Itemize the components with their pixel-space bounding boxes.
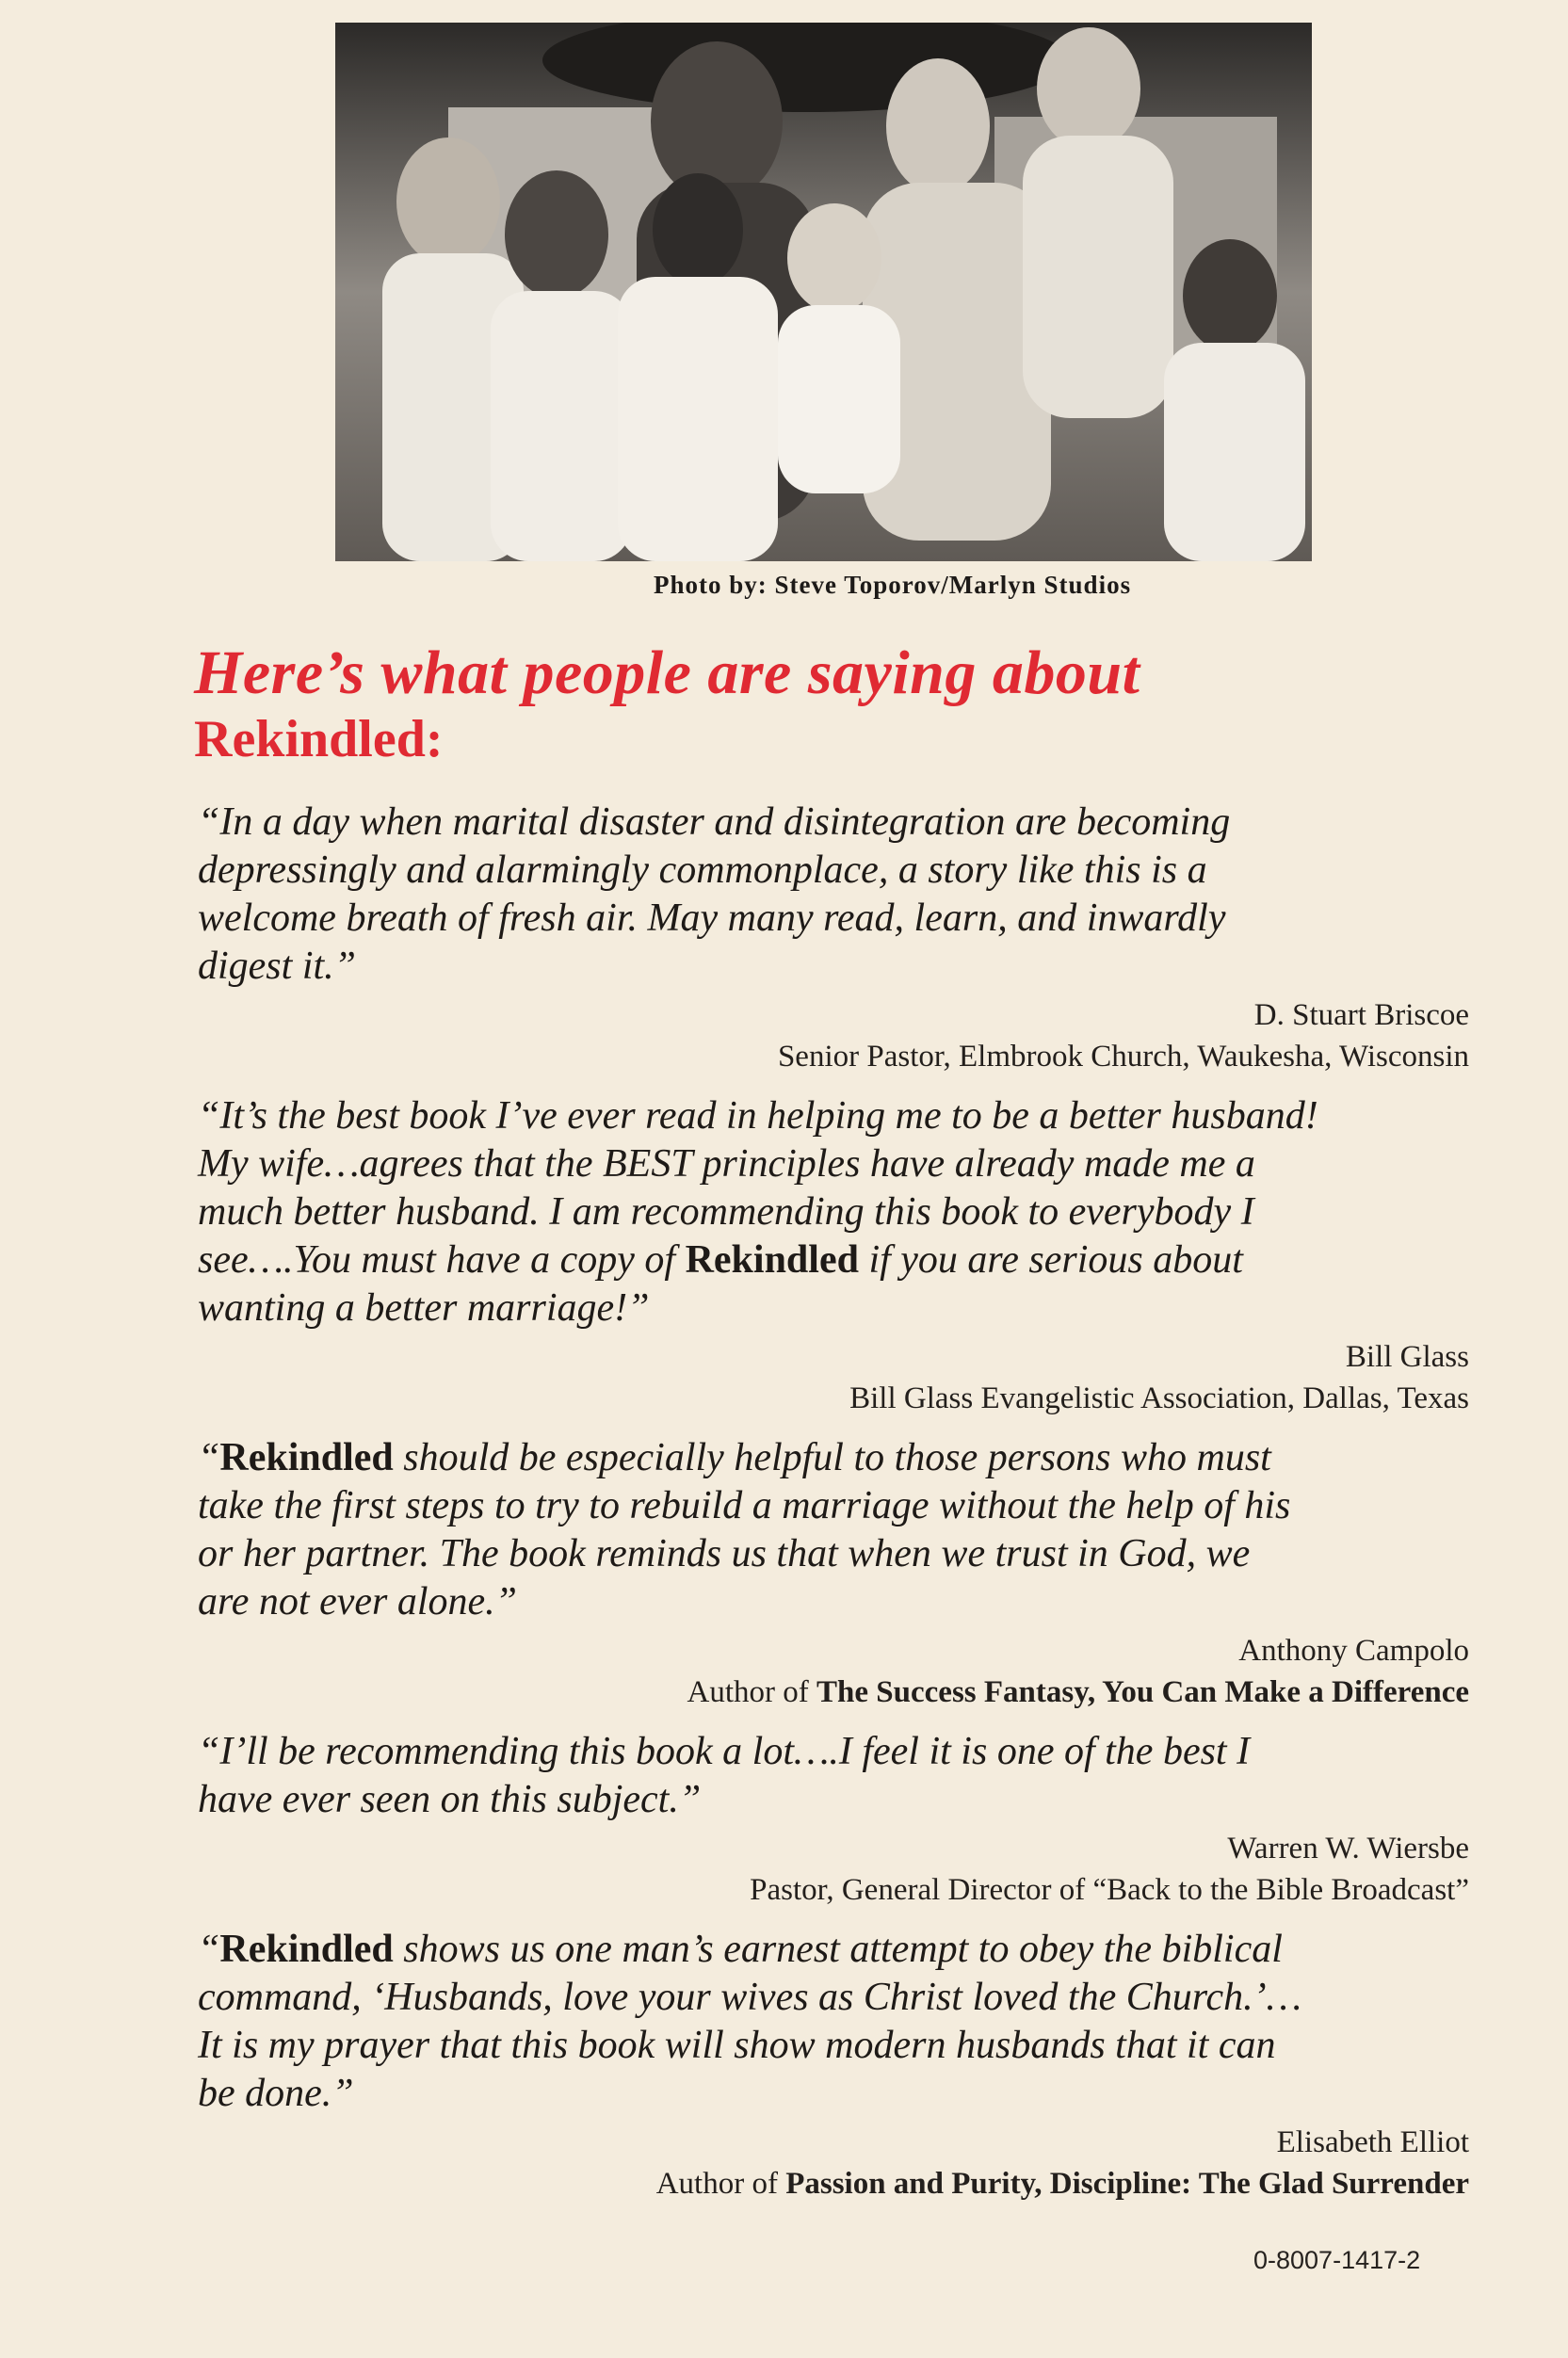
attribution-role: Bill Glass Evangelistic Association, Dallas, Texas <box>849 1381 1469 1415</box>
quote-attribution <box>198 994 1469 1077</box>
quote-line: “In a day when marital disaster and disintegration are becoming <box>198 800 1231 844</box>
attribution-name: Bill Glass <box>1345 1340 1469 1374</box>
quote-attribution <box>198 1828 1469 1911</box>
quote-line: be done.” <box>198 2072 354 2115</box>
attribution-books: The Success Fantasy, You Can Make a Difference <box>816 1675 1469 1709</box>
quote-line: wanting a better marriage!” <box>198 1286 650 1330</box>
attribution-role <box>198 1672 1469 1713</box>
quote-line: welcome breath of fresh air. May many read, learn, and inwardly <box>198 896 1226 940</box>
quote-line: or her partner. The book reminds us that when we trust in God, we <box>198 1532 1251 1575</box>
attribution-prefix: Author of <box>655 2167 778 2201</box>
quote-line: digest it.” <box>198 945 357 988</box>
quote-text <box>198 1728 1469 1824</box>
quote-line: My wife…agrees that the BEST principles have already made me a <box>198 1142 1255 1186</box>
attribution-role: Senior Pastor, Elmbrook Church, Waukesha, Wisconsin <box>777 1040 1469 1074</box>
quote-text <box>198 1926 1469 2118</box>
photo-credit: Photo by: Steve Toporov/Marlyn Studios <box>654 571 1132 599</box>
heading-line-2: Rekindled: <box>194 709 444 768</box>
quote-line: are not ever alone.” <box>198 1580 518 1623</box>
book-title-rekindled: Rekindled <box>219 1928 394 1971</box>
quote-line: depressingly and alarmingly commonplace, a story like this is a <box>198 848 1207 892</box>
quote-line: take the first steps to try to rebuild a marriage without the help of his <box>198 1484 1291 1527</box>
quote-attribution <box>198 1630 1469 1713</box>
quote-text <box>198 1434 1469 1626</box>
testimonial-briscoe <box>198 799 1469 1077</box>
testimonial-glass <box>198 1092 1469 1419</box>
heading-line-1: Here’s what people are saying about <box>194 638 1140 707</box>
family-photo-icon <box>335 23 1312 561</box>
quote-line: if you are serious about <box>868 1238 1243 1282</box>
book-title-rekindled: Rekindled <box>219 1436 394 1479</box>
quote-line: command, ‘Husbands, love your wives as Christ loved the Church.’… <box>198 1976 1301 2019</box>
attribution-role <box>198 2163 1469 2205</box>
quote-line: should be especially helpful to those persons who must <box>403 1436 1271 1479</box>
testimonial-elliot <box>198 1926 1469 2205</box>
quote-line: shows us one man’s earnest attempt to obey the biblical <box>403 1928 1283 1971</box>
family-photo <box>335 23 1312 561</box>
testimonial-wiersbe <box>198 1728 1469 1911</box>
attribution-role: Pastor, General Director of “Back to the Bible Broadcast” <box>750 1873 1469 1907</box>
attribution-name: Elisabeth Elliot <box>1276 2125 1469 2159</box>
quote-attribution <box>198 1336 1469 1419</box>
quote-line: see….You must have a copy of <box>198 1238 676 1282</box>
quote-line: much better husband. I am recommending this book to everybody I <box>198 1190 1254 1234</box>
testimonial-campolo <box>198 1434 1469 1713</box>
quote-text <box>198 1092 1469 1332</box>
quote-open-mark: “ <box>198 1928 220 1971</box>
testimonials-list <box>198 799 1469 2220</box>
quote-line: “It’s the best book I’ve ever read in helping me to be a better husband! <box>198 1094 1318 1138</box>
attribution-prefix: Author of <box>687 1675 809 1709</box>
isbn-number: 0-8007-1417-2 <box>1253 2246 1421 2274</box>
quote-open-mark: “ <box>198 1436 220 1479</box>
quote-line: “I’ll be recommending this book a lot….I feel it is one of the best I <box>198 1730 1251 1773</box>
quote-attribution <box>198 2122 1469 2205</box>
quote-line: It is my prayer that this book will show modern husbands that it can <box>198 2024 1276 2067</box>
attribution-books: Passion and Purity, Discipline: The Glad Surrender <box>785 2167 1469 2201</box>
attribution-name: Anthony Campolo <box>1238 1634 1469 1668</box>
attribution-name: D. Stuart Briscoe <box>1253 998 1469 1032</box>
book-title-rekindled: Rekindled <box>685 1238 859 1282</box>
quote-text <box>198 799 1469 991</box>
testimonials-heading <box>194 640 1475 767</box>
attribution-name: Warren W. Wiersbe <box>1227 1832 1469 1865</box>
quote-line: have ever seen on this subject.” <box>198 1778 702 1821</box>
